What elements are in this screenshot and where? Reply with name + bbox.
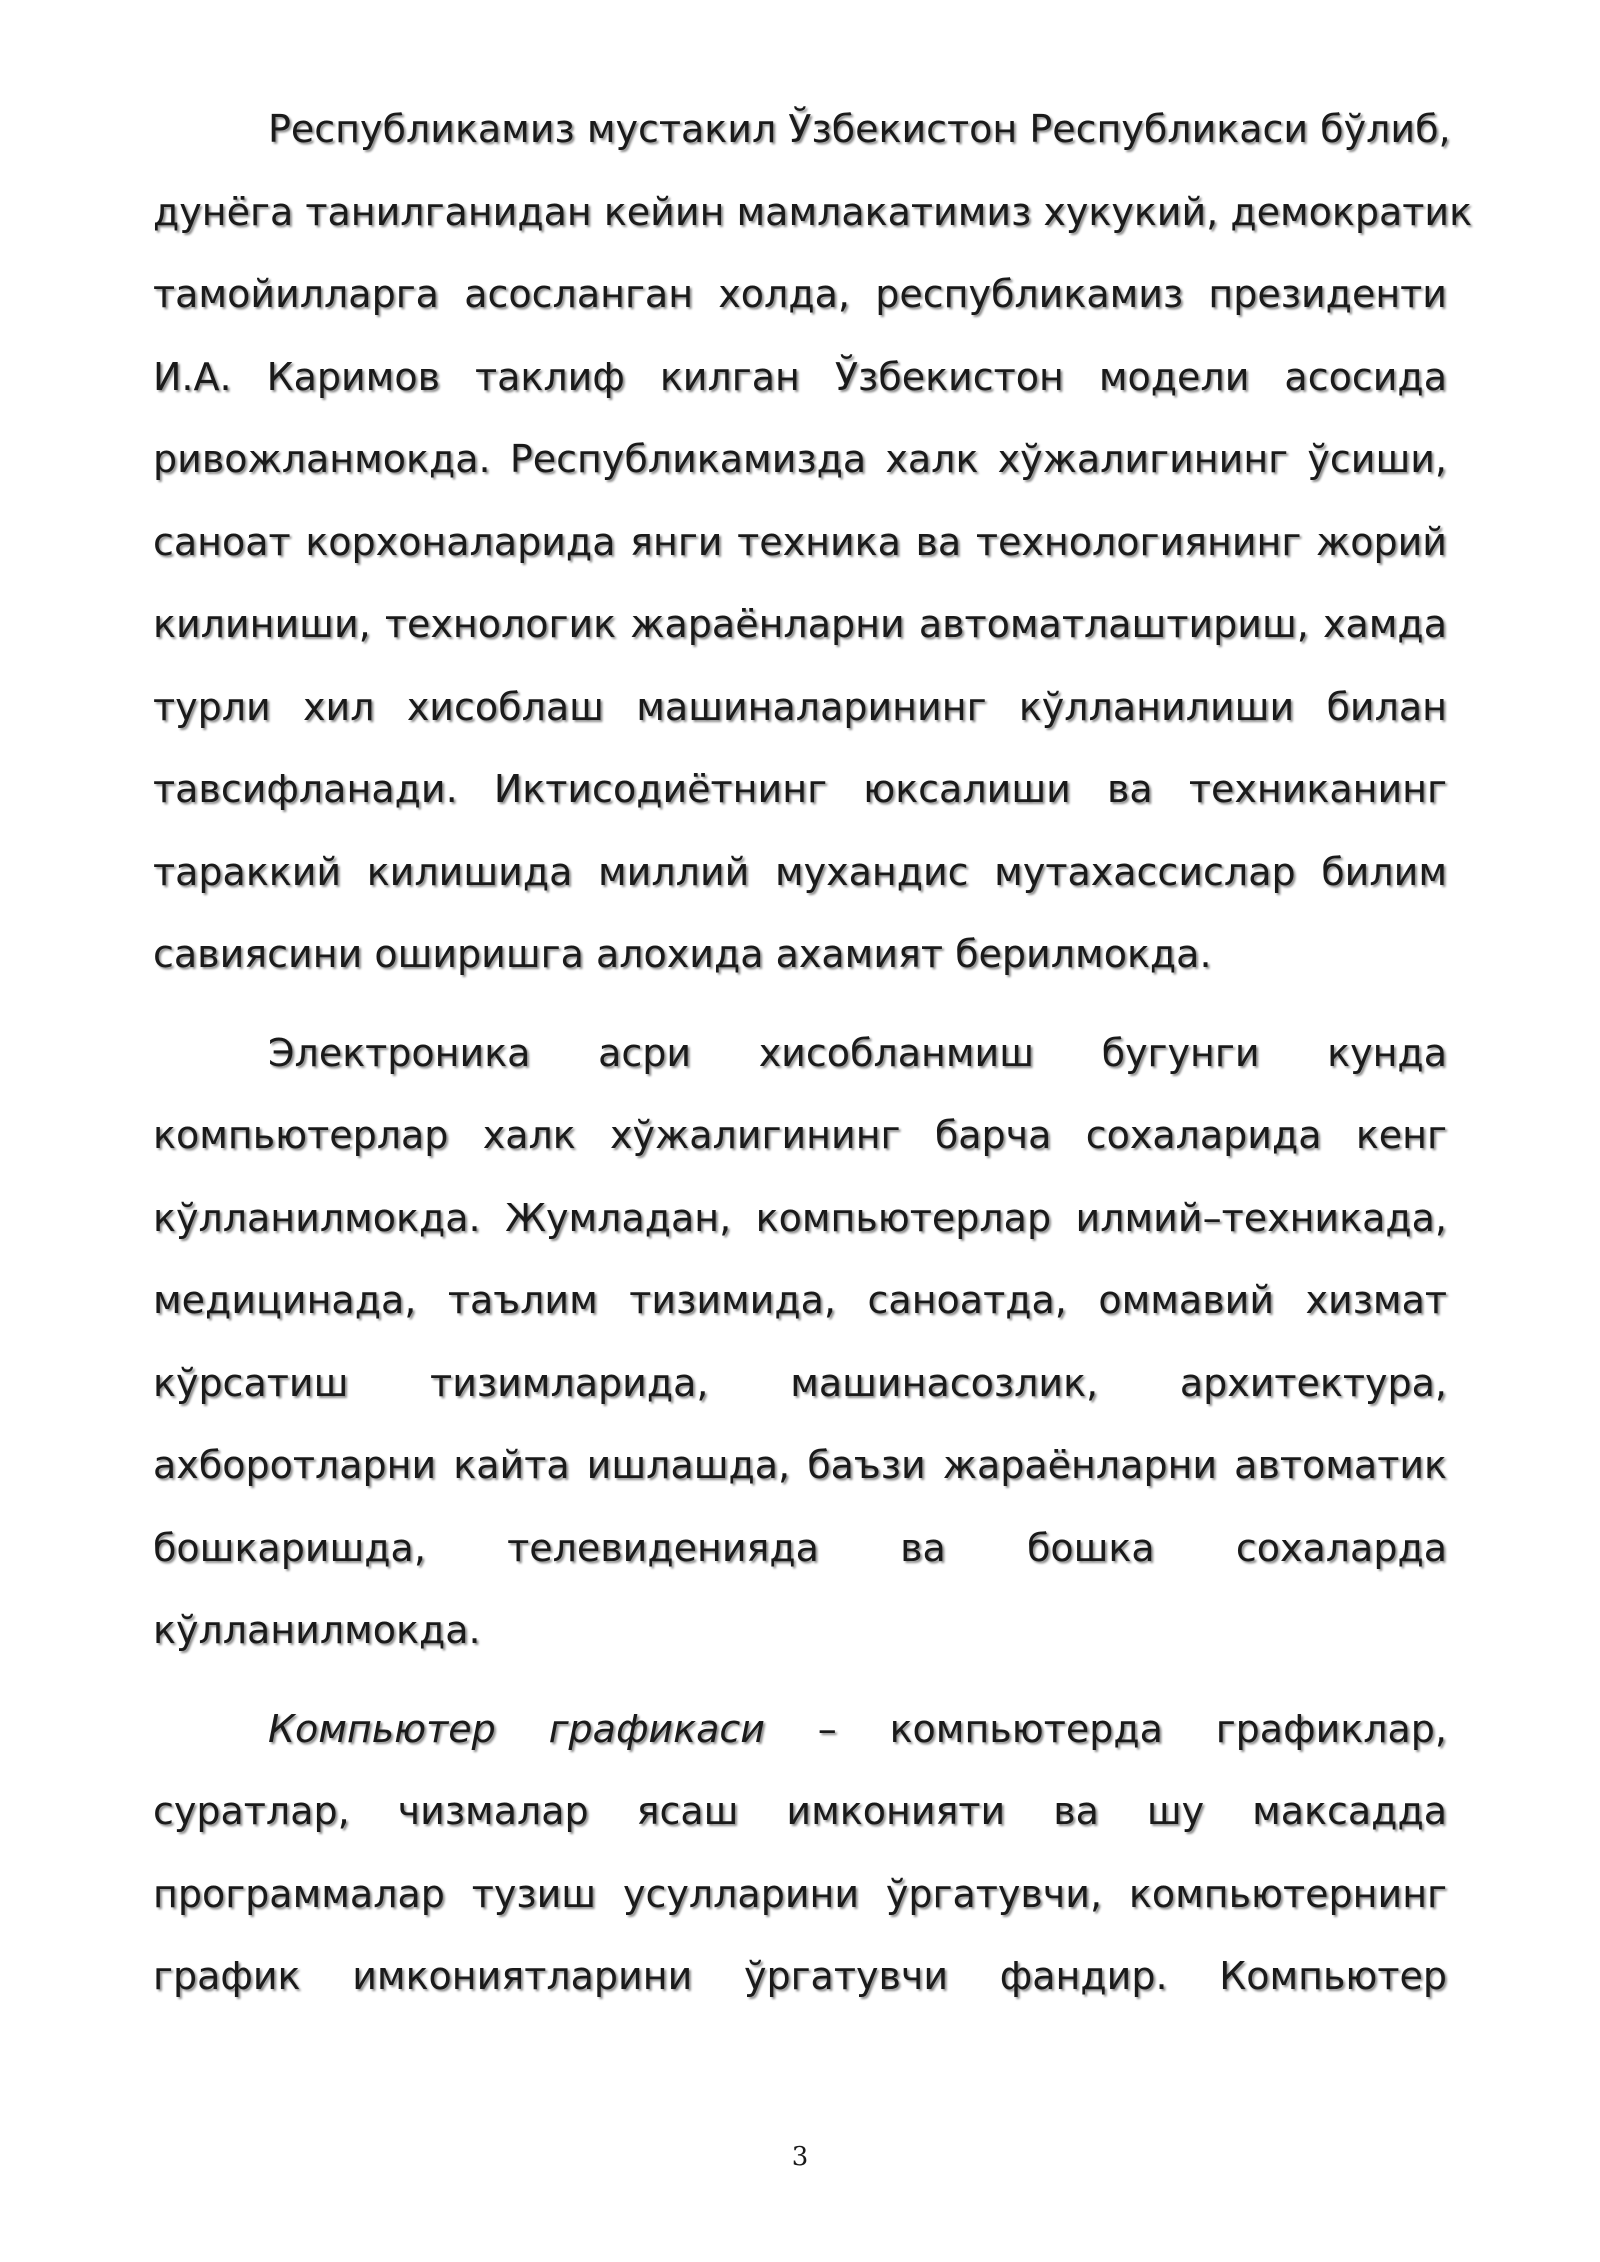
text-line: саноат корхоналарида янги техника ва технологиянинг жорий xyxy=(153,519,1447,564)
text-line: кўлланилмокда. xyxy=(153,1608,481,1652)
text-line: Электроника асри хисобланмиш бугунги кунда xyxy=(268,1030,1447,1075)
text-line: кўрсатиш тизимларида, машинасозлик, архитектура, xyxy=(153,1360,1447,1405)
text-line: дунёга танилганидан кейин мамлакатимиз хукукий, демократик xyxy=(153,189,1473,234)
text-line: килиниши, технологик жараёнларни автоматлаштириш, хамда xyxy=(153,602,1447,646)
text-line: ахборотларни кайта ишлашда, баъзи жараёнларни автоматик xyxy=(153,1443,1447,1487)
text-line: тараккий килишида миллий мухандис мутахассислар билим xyxy=(153,849,1447,894)
text-line: савиясини оширишга алохида ахамият берилмокда. xyxy=(153,932,1212,976)
paragraph-1 xyxy=(153,88,1473,996)
text-line: бошкаришда, телевиденияда ва бошка сохаларда xyxy=(153,1525,1447,1570)
text-line: суратлар, чизмалар ясаш имконияти ва шу максадда xyxy=(153,1789,1447,1833)
text-line: И.А. Каримов таклиф килган Ўзбекистон модели асосида xyxy=(153,354,1447,399)
term-italic: Компьютер графикаси xyxy=(268,1706,765,1751)
text-line xyxy=(153,1688,1447,1771)
body-text xyxy=(153,88,1473,2018)
text-line: турли хил хисоблаш машиналарининг кўлланилиши билан xyxy=(153,684,1447,729)
text-line: кўлланилмокда. Жумладан, компьютерлар илмий–техникада, xyxy=(153,1195,1447,1240)
text-line: ривожланмокда. Республикамизда халк хўжалигининг ўсиши, xyxy=(153,437,1447,481)
term-definition: – компьютерда графиклар, xyxy=(764,1706,1447,1751)
text-line: медицинада, таълим тизимида, саноатда, оммавий хизмат xyxy=(153,1278,1447,1322)
text-line: график имкониятларини ўргатувчи фандир. Компьютер xyxy=(153,1954,1447,1998)
text-line: компьютерлар халк хўжалигининг барча сохаларида кенг xyxy=(153,1113,1447,1157)
text-line: тамойилларга асосланган холда, республикамиз президенти xyxy=(153,272,1447,316)
text-line: Республикамиз мустакил Ўзбекистон Республикаси бўлиб, xyxy=(268,107,1451,151)
text-line: тавсифланади. Иктисодиётнинг юксалиши ва техниканинг xyxy=(153,767,1447,811)
paragraph-3 xyxy=(153,1688,1447,2018)
text-line: программалар тузиш усулларини ўргатувчи, компьютернинг xyxy=(153,1871,1447,1916)
paragraph-2 xyxy=(153,1012,1447,1672)
page-number: 3 xyxy=(791,2142,809,2172)
